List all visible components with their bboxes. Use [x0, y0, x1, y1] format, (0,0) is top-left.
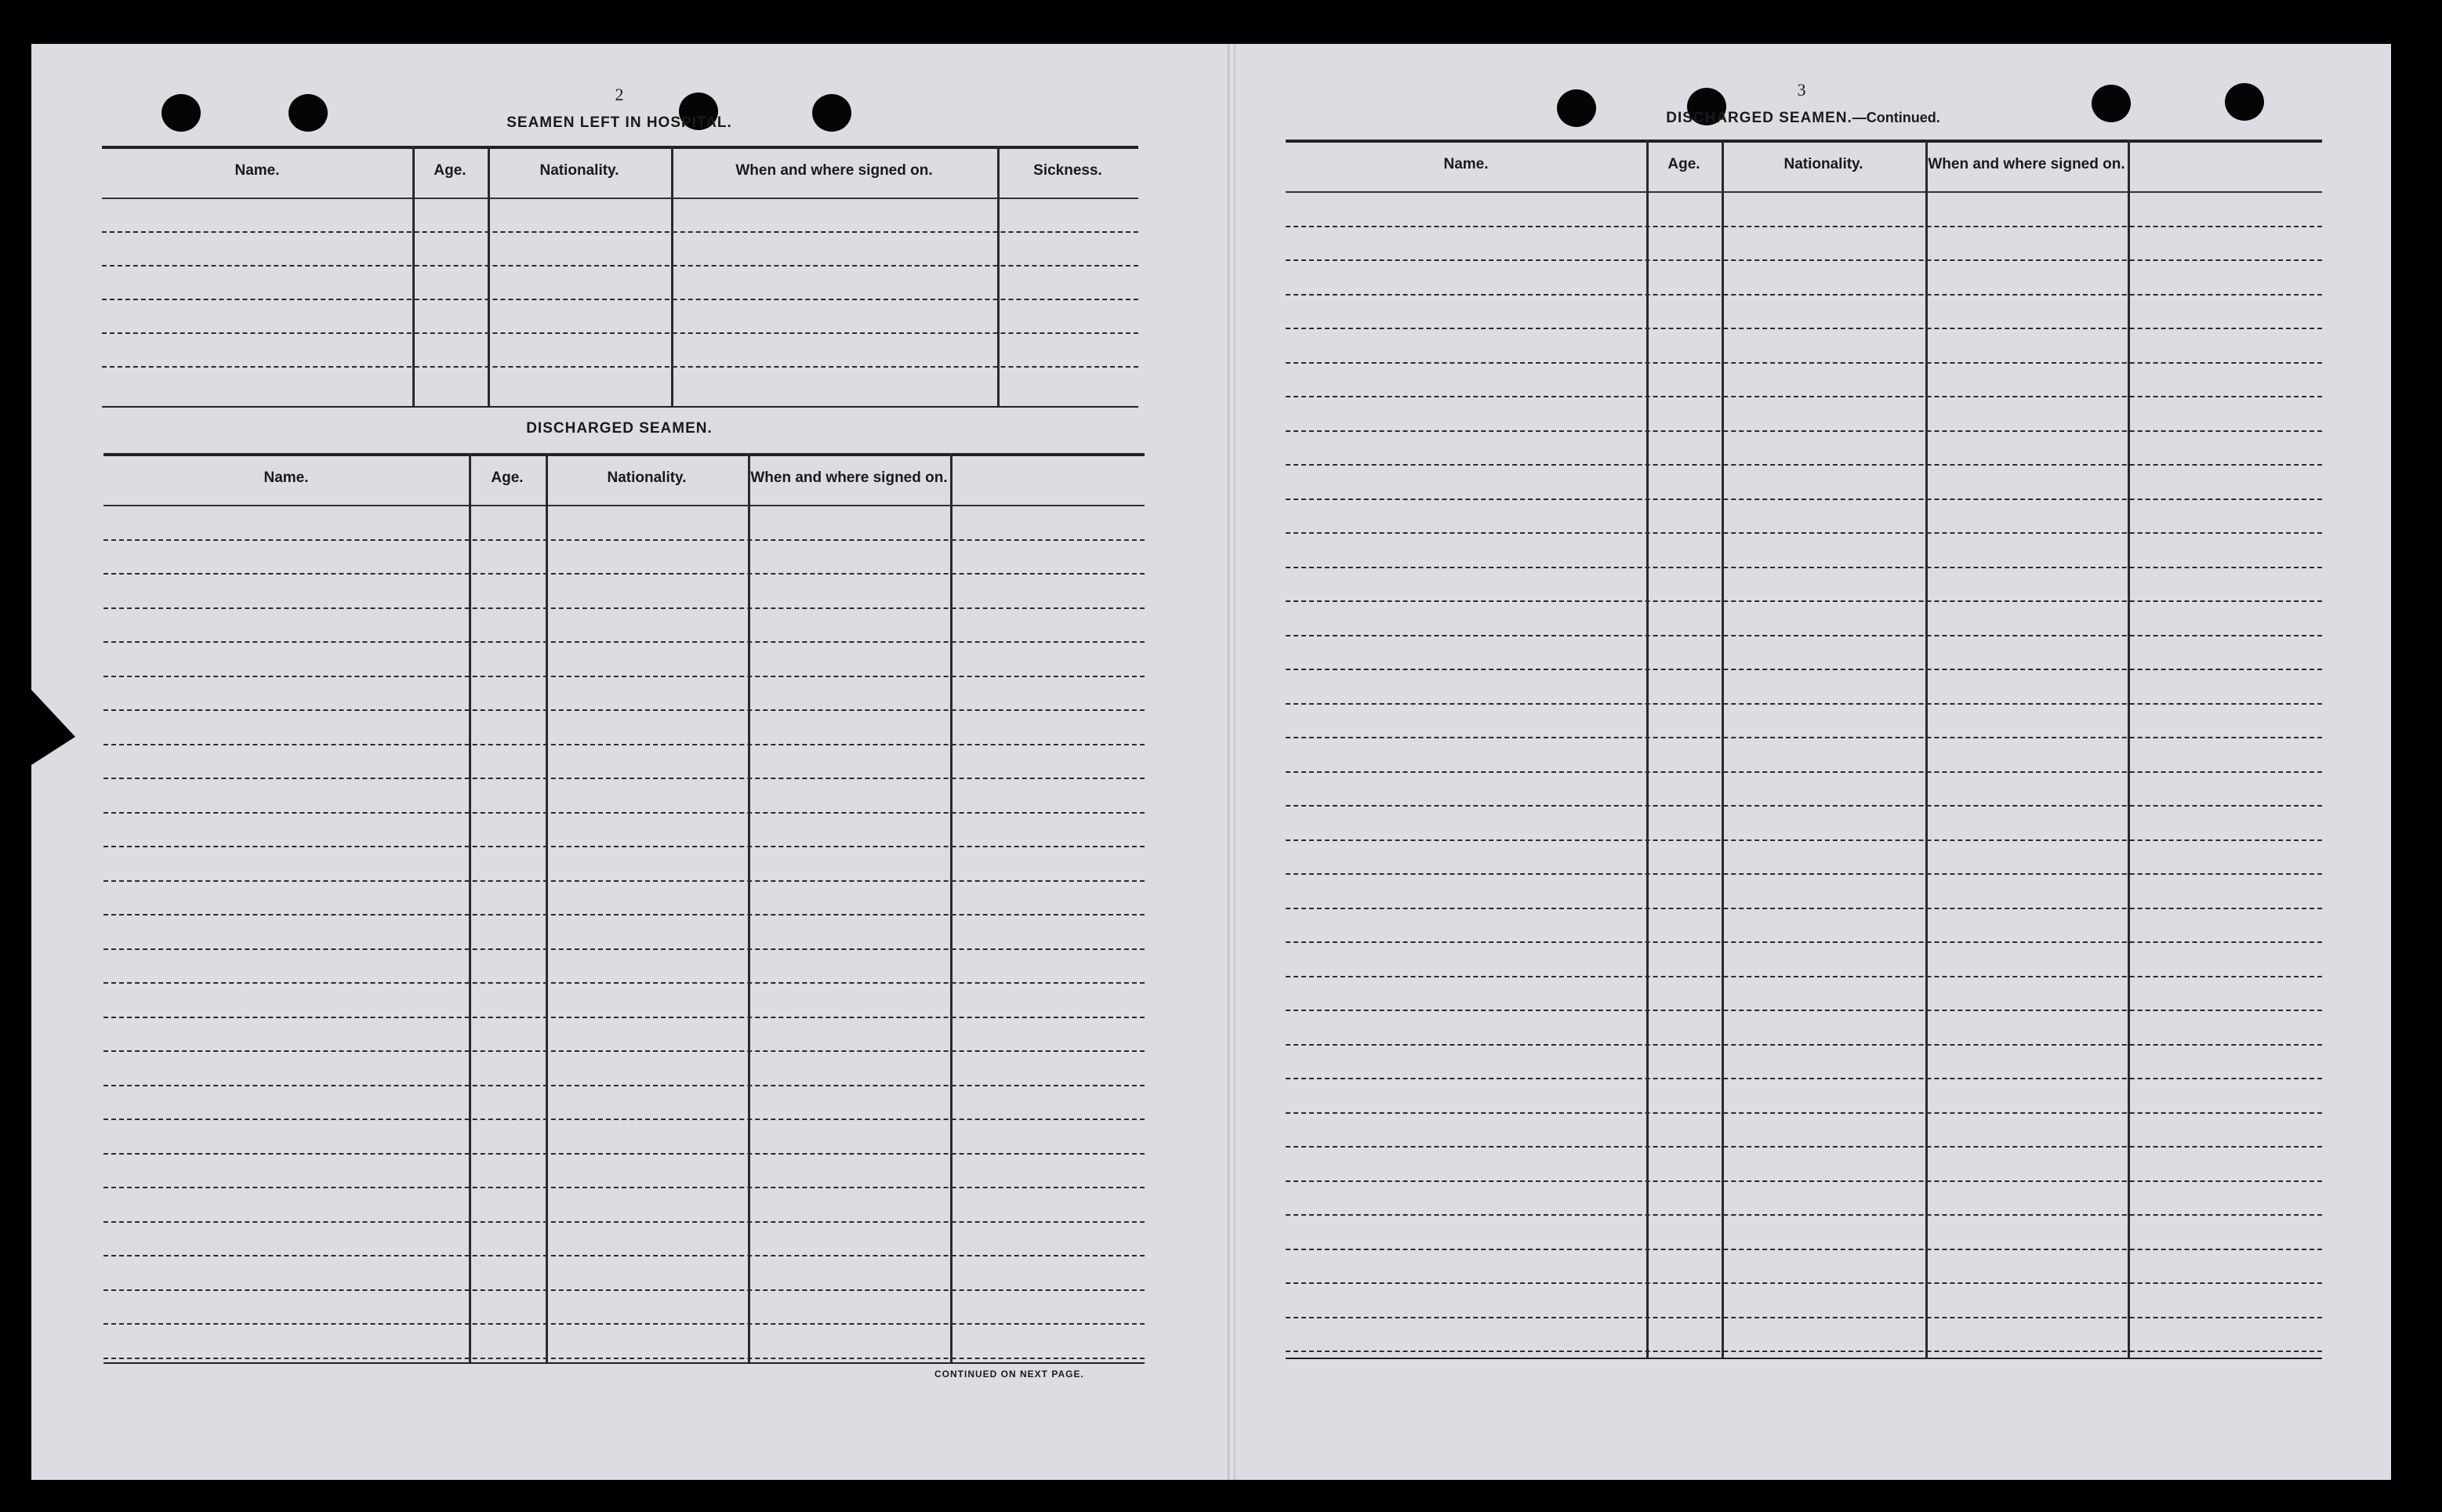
row-rule	[1286, 464, 2322, 466]
row-rule	[1286, 1112, 2322, 1114]
column-header: Age.	[434, 162, 466, 179]
column-rule	[546, 453, 548, 1364]
row-rule	[1286, 430, 2322, 432]
row-rule	[1286, 1351, 2322, 1352]
column-header: When and where signed on.	[735, 162, 933, 179]
punch-hole	[161, 94, 201, 132]
column-rule	[748, 453, 750, 1364]
row-rule	[103, 1323, 1145, 1325]
row-rule	[1286, 532, 2322, 534]
row-rule	[102, 299, 1138, 300]
column-rule	[488, 146, 490, 408]
row-rule	[103, 573, 1145, 575]
column-rule	[1925, 140, 1928, 1359]
row-rule	[102, 265, 1138, 267]
torn-edge	[31, 690, 75, 765]
column-rule	[412, 146, 415, 408]
page-number: 2	[615, 85, 624, 104]
row-rule	[103, 1221, 1145, 1223]
table-top-rule	[103, 453, 1145, 456]
row-rule	[1286, 1214, 2322, 1216]
column-header: Name.	[234, 162, 280, 179]
column-rule	[997, 146, 1000, 408]
row-rule	[103, 846, 1145, 847]
row-rule	[103, 1187, 1145, 1188]
row-rule	[103, 948, 1145, 950]
page-number: 3	[1797, 80, 1806, 100]
row-rule	[103, 982, 1145, 984]
column-header: Nationality.	[1783, 156, 1863, 172]
row-rule	[103, 1119, 1145, 1120]
row-rule	[1286, 839, 2322, 841]
row-rule	[103, 812, 1145, 814]
row-rule	[1286, 703, 2322, 705]
row-rule	[1286, 1010, 2322, 1011]
column-rule	[671, 146, 673, 408]
row-rule	[103, 1153, 1145, 1155]
table-top-rule	[1286, 140, 2322, 143]
continued-note: CONTINUED ON NEXT PAGE.	[934, 1369, 1084, 1380]
row-rule	[1286, 226, 2322, 227]
row-rule	[1286, 908, 2322, 909]
hospital-table	[102, 146, 1138, 408]
row-rule	[103, 744, 1145, 745]
row-rule	[1286, 635, 2322, 636]
header-bottom-rule	[103, 505, 1145, 506]
column-header: Name.	[263, 470, 309, 486]
column-rule	[2128, 140, 2130, 1359]
column-header: Sickness.	[1033, 162, 1102, 179]
row-rule	[103, 1050, 1145, 1052]
table-bottom-rule	[102, 406, 1138, 408]
column-rule	[469, 453, 471, 1364]
row-rule	[1286, 362, 2322, 364]
column-header: When and where signed on.	[1928, 156, 2125, 172]
column-header: Age.	[1667, 156, 1700, 172]
row-rule	[103, 676, 1145, 677]
binding-gutter	[1228, 44, 1236, 1480]
row-rule	[103, 539, 1145, 541]
column-header: Nationality.	[607, 470, 687, 486]
discharged-continued-title	[1552, 110, 2054, 127]
punch-hole	[288, 94, 328, 132]
row-rule	[1286, 737, 2322, 738]
table-bottom-rule	[1286, 1358, 2322, 1359]
row-rule	[1286, 294, 2322, 296]
row-rule	[103, 914, 1145, 916]
discharged-table	[103, 453, 1145, 1364]
row-rule	[103, 641, 1145, 643]
row-rule	[1286, 976, 2322, 977]
row-rule	[103, 1085, 1145, 1086]
punch-hole	[2225, 83, 2264, 121]
title-suffix: —Continued.	[1852, 110, 1940, 125]
row-rule	[103, 607, 1145, 609]
row-rule	[1286, 1180, 2322, 1182]
discharged-section-title: DISCHARGED SEAMEN.	[526, 420, 713, 437]
table-bottom-rule	[103, 1362, 1145, 1364]
row-rule	[103, 778, 1145, 779]
row-rule	[1286, 1249, 2322, 1250]
row-rule	[1286, 1078, 2322, 1079]
row-rule	[1286, 669, 2322, 670]
row-rule	[1286, 941, 2322, 943]
row-rule	[103, 880, 1145, 882]
row-rule	[103, 1289, 1145, 1291]
row-rule	[1286, 499, 2322, 500]
header-bottom-rule	[1286, 191, 2322, 193]
row-rule	[1286, 1044, 2322, 1046]
row-rule	[103, 1358, 1145, 1359]
row-rule	[1286, 600, 2322, 602]
column-header: Name.	[1443, 156, 1489, 172]
row-rule	[1286, 396, 2322, 397]
title-text: DISCHARGED SEAMEN.	[1666, 110, 1852, 126]
discharged-continued-table	[1286, 140, 2322, 1359]
row-rule	[103, 1017, 1145, 1018]
row-rule	[102, 366, 1138, 368]
row-rule	[103, 709, 1145, 711]
column-rule	[950, 453, 952, 1364]
row-rule	[103, 1255, 1145, 1256]
row-rule	[102, 231, 1138, 233]
punch-hole	[2092, 85, 2131, 122]
row-rule	[1286, 328, 2322, 329]
column-header: When and where signed on.	[750, 470, 948, 486]
column-header: Nationality.	[539, 162, 619, 179]
column-rule	[1722, 140, 1724, 1359]
column-rule	[1646, 140, 1649, 1359]
row-rule	[102, 332, 1138, 334]
row-rule	[1286, 873, 2322, 875]
header-bottom-rule	[102, 198, 1138, 199]
row-rule	[1286, 259, 2322, 261]
column-header: Age.	[491, 470, 524, 486]
row-rule	[1286, 1282, 2322, 1284]
row-rule	[1286, 805, 2322, 807]
row-rule	[1286, 567, 2322, 568]
row-rule	[1286, 1146, 2322, 1148]
row-rule	[1286, 1317, 2322, 1318]
hospital-section-title: SEAMEN LEFT IN HOSPITAL.	[506, 114, 732, 131]
table-top-rule	[102, 146, 1138, 149]
row-rule	[1286, 771, 2322, 773]
